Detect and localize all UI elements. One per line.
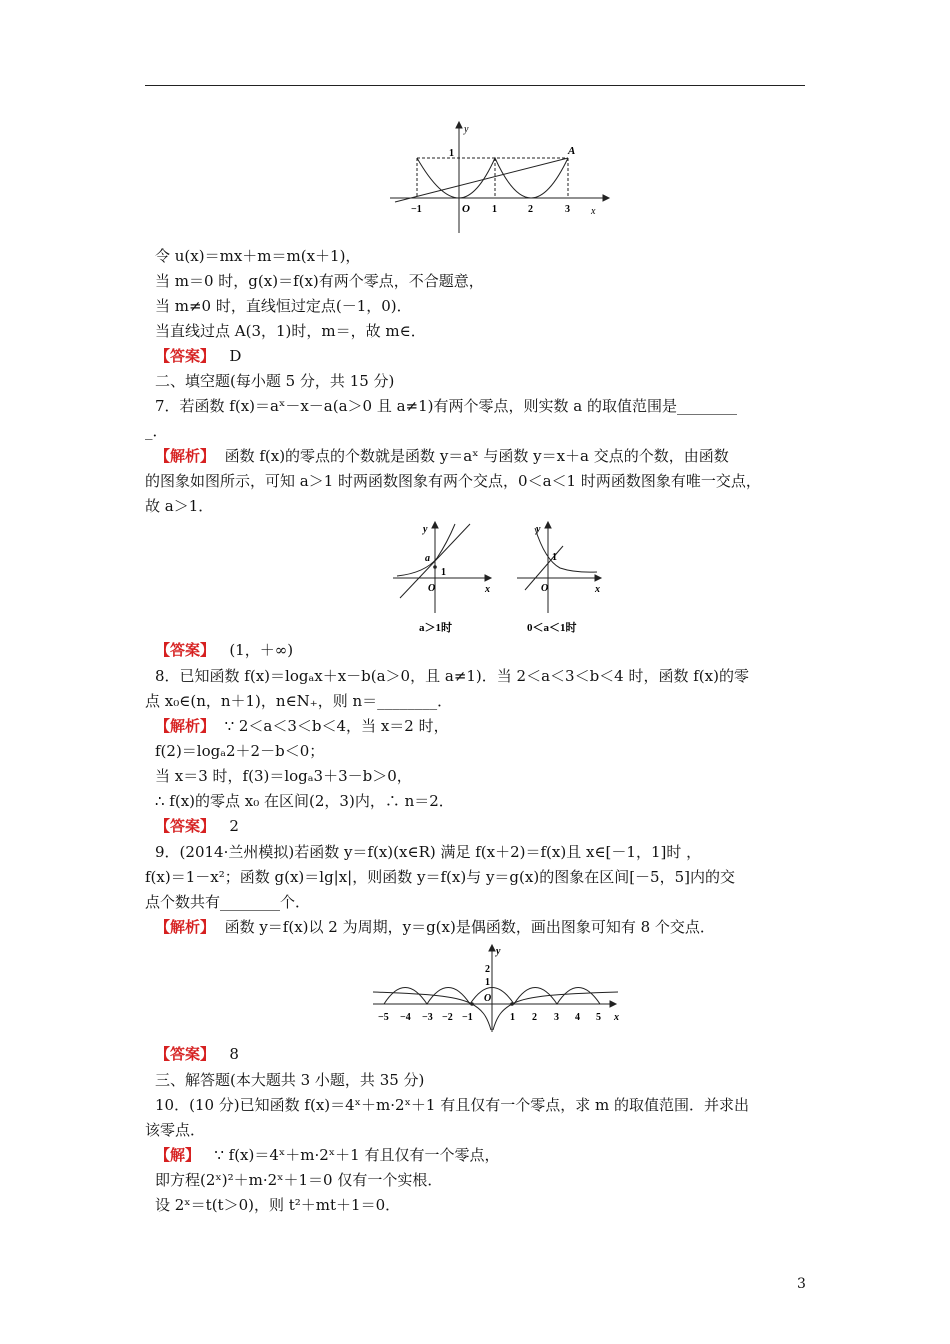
figure-periodic-line xyxy=(385,118,615,238)
figure-intersections xyxy=(370,944,625,1034)
analysis-line xyxy=(155,917,715,937)
analysis-text: 的图象如图所示，可知 a＞1 时两函数图象有两个交点，0＜a＜1 时两函数图象有唯一交点， xyxy=(145,472,761,490)
fig1-y-label: y xyxy=(464,124,469,135)
fig3-xtick: 1 xyxy=(510,1012,515,1023)
fig2-left-caption: a＞1时 xyxy=(419,622,452,634)
fig3-xtick: −4 xyxy=(400,1012,411,1023)
fig2-left-one: 1 xyxy=(441,567,446,578)
fig3-xtick: −2 xyxy=(442,1012,453,1023)
question-text: _． xyxy=(145,422,168,440)
section-heading: 三、解答题(本大题共 3 小题，共 35 分) xyxy=(155,1071,425,1089)
fig1-one-label: 1 xyxy=(449,148,454,159)
answer-line xyxy=(155,816,239,836)
question-text: 10．(10 分)已知函数 f(x)＝4ˣ＋m·2ˣ＋1 有且仅有一个零点，求 m 的取值范围．并求出 xyxy=(155,1096,749,1114)
fig2-right-caption: 0＜a＜1时 xyxy=(527,622,577,634)
analysis-tag: 【解析】 xyxy=(155,918,216,936)
solution-text: 即方程(2ˣ)²＋m·2ˣ＋1＝0 仅有一个实根． xyxy=(155,1171,443,1189)
fig1-tick-3: 3 xyxy=(565,204,570,215)
analysis-line xyxy=(155,716,449,736)
fig3-x-label: x xyxy=(614,1012,619,1023)
fig2-left-x: x xyxy=(485,584,490,595)
analysis-text: 当 x＝3 时，f(3)＝logₐ3＋3－b＞0， xyxy=(155,767,412,785)
fig3-xtick: 3 xyxy=(554,1012,559,1023)
question-text: 8．已知函数 f(x)＝logₐx＋x－b(a＞0，且 a≠1)．当 2＜a＜3＜b＜4 时，函数 f(x)的零 xyxy=(155,667,749,685)
answer-value: 8 xyxy=(229,1045,239,1063)
answer-value: 2 xyxy=(229,817,239,835)
analysis-line xyxy=(155,446,729,466)
question-text: 7．若函数 f(x)＝aˣ－x－a(a＞0 且 a≠1)有两个零点，则实数 a 的取值范围是________ xyxy=(155,397,737,415)
fig1-tick-2: 2 xyxy=(528,204,533,215)
fig3-xtick: −1 xyxy=(462,1012,473,1023)
fig3-xtick: −5 xyxy=(378,1012,389,1023)
fig2-right-x: x xyxy=(595,584,600,595)
fig1-tick-neg1: −1 xyxy=(411,204,422,215)
fig2-left-y: y xyxy=(423,524,428,535)
question-text: f(x)＝1－x²；函数 g(x)＝lg|x|，则函数 y＝f(x)与 y＝g(x)的图象在区间[－5，5]内的交 xyxy=(145,868,735,886)
header-rule xyxy=(145,85,805,86)
fig3-y-label: y xyxy=(496,946,501,957)
figure-exp-vs-line xyxy=(385,518,610,638)
answer-line xyxy=(155,346,241,366)
analysis-text: ∴ f(x)的零点 x₀ 在区间(2，3)内，∴ n＝2． xyxy=(155,792,454,810)
fig2-right-origin: O xyxy=(541,583,549,594)
question-text: 9．(2014·兰州模拟)若函数 y＝f(x)(x∈R) 满足 f(x＋2)＝f(x)且 x∈[－1，1]时 ， xyxy=(155,843,702,861)
answer-tag: 【答案】 xyxy=(155,817,216,835)
analysis-text: 函数 f(x)的零点的个数就是函数 y＝aˣ 与函数 y＝x＋a 交点的个数，由函数 xyxy=(224,447,729,465)
answer-tag: 【答案】 xyxy=(155,347,216,365)
fig3-origin: O xyxy=(484,993,492,1004)
answer-tag: 【答案】 xyxy=(155,1045,216,1063)
fig1-x-label: x xyxy=(591,206,596,217)
fig3-ytick-2: 2 xyxy=(485,964,490,975)
fig2-left-origin: O xyxy=(428,583,436,594)
analysis-text: ∵ 2＜a＜3＜b＜4，当 x＝2 时， xyxy=(224,717,449,735)
analysis-text: 函数 y＝f(x)以 2 为周期，y＝g(x)是偶函数，画出图象可知有 8 个交点． xyxy=(224,918,715,936)
section-heading: 二、填空题(每小题 5 分，共 15 分) xyxy=(155,372,395,390)
solution-text: 设 2ˣ＝t(t＞0)，则 t²＋mt＋1＝0． xyxy=(155,1196,401,1214)
solution-tag: 【解】 xyxy=(155,1146,201,1164)
solution-line xyxy=(155,1145,499,1165)
answer-tag: 【答案】 xyxy=(155,641,216,659)
analysis-text: f(2)＝logₐ2＋2－b＜0； xyxy=(155,742,325,760)
question-text: 点个数共有________个． xyxy=(145,893,311,911)
text-line: 当直线过点 A(3，1)时，m＝，故 m∈． xyxy=(155,322,426,340)
fig1-tick-1: 1 xyxy=(492,204,497,215)
page-number: 3 xyxy=(797,1276,806,1292)
fig3-ytick-1: 1 xyxy=(485,977,490,988)
text-line: 当 m＝0 时，g(x)＝f(x)有两个零点，不合题意， xyxy=(155,272,484,290)
solution-text: ∵ f(x)＝4ˣ＋m·2ˣ＋1 有且仅有一个零点， xyxy=(214,1146,500,1164)
fig3-xtick: 2 xyxy=(532,1012,537,1023)
question-text: 点 x₀∈(n，n＋1)，n∈N₊，则 n＝________． xyxy=(145,692,453,710)
text-line: 当 m≠0 时，直线恒过定点(－1，0)． xyxy=(155,297,412,315)
analysis-tag: 【解析】 xyxy=(155,717,216,735)
question-text: 该零点． xyxy=(145,1121,206,1139)
analysis-tag: 【解析】 xyxy=(155,447,216,465)
fig1-origin: O xyxy=(462,203,470,215)
answer-value: (1，＋∞) xyxy=(229,641,294,659)
fig2-right-y: y xyxy=(536,524,541,535)
fig3-xtick: 4 xyxy=(575,1012,580,1023)
answer-value: D xyxy=(229,347,242,365)
answer-line xyxy=(155,640,293,660)
text-line: 令 u(x)＝mx＋m＝m(x＋1)， xyxy=(155,247,361,265)
analysis-text: 故 a＞1． xyxy=(145,497,214,515)
fig1-point-a: A xyxy=(568,145,576,157)
fig2-left-a: a xyxy=(425,553,430,564)
fig2-right-one: 1 xyxy=(552,552,557,563)
fig3-xtick: −3 xyxy=(422,1012,433,1023)
fig3-xtick: 5 xyxy=(596,1012,601,1023)
answer-line xyxy=(155,1044,239,1064)
